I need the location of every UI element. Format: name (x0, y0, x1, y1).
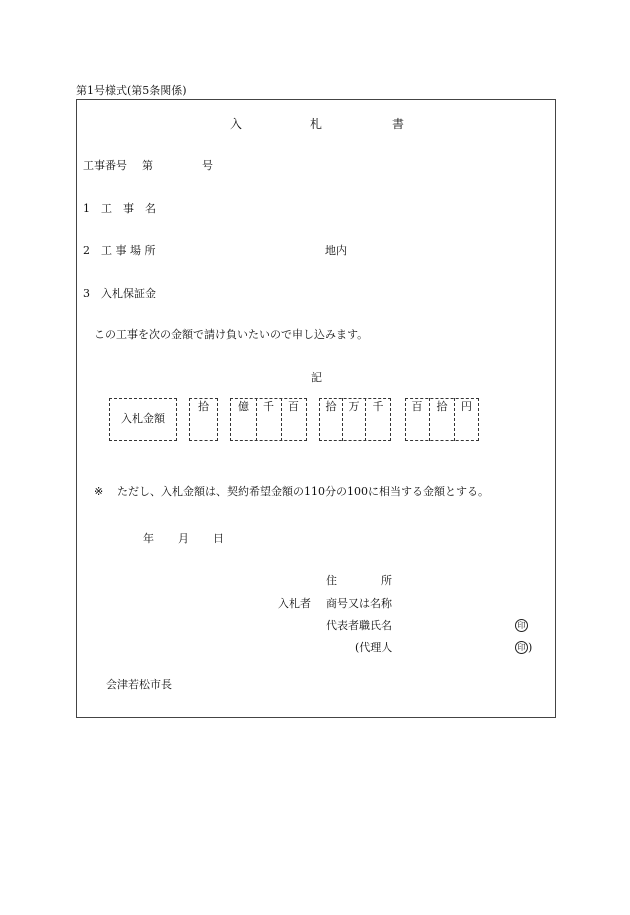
title-char-2: 札 (310, 117, 323, 131)
agent-close-paren: ) (528, 641, 533, 654)
representative-label: 代表者職氏名 (326, 619, 392, 632)
item-1-number: 1 (83, 202, 90, 215)
agent-seal-mark: 印 (515, 641, 528, 654)
item-2-label: 工 事 場 所 (101, 244, 156, 257)
digit-unit-label: 万 (348, 400, 360, 413)
work-number-prefix: 第 (142, 159, 153, 172)
note-mark: ※ (94, 485, 104, 498)
item-2-number: 2 (83, 244, 90, 257)
item-3-number: 3 (83, 287, 90, 300)
digit-unit-label: 千 (372, 400, 384, 413)
form-number: 第1号様式(第5条関係) (76, 84, 187, 97)
work-number-suffix: 号 (202, 159, 213, 172)
title-char-1: 入 (230, 117, 243, 131)
digit-unit-label: 千 (263, 400, 274, 413)
work-number-label: 工事番号 (83, 159, 127, 172)
address-label: 住 所 (326, 574, 392, 587)
digit-unit-label: 拾 (436, 400, 448, 413)
amount-label: 入札金額 (121, 412, 165, 425)
digit-unit-label: 円 (461, 400, 472, 413)
date-month: 月 (178, 532, 189, 545)
digit-unit-label: 拾 (325, 400, 337, 413)
company-label: 商号又は名称 (326, 597, 392, 610)
agent-label: (代理人 (355, 641, 393, 654)
addressee: 会津若松市長 (106, 678, 172, 691)
seal-mark: 印 (515, 619, 528, 632)
date-day: 日 (213, 532, 224, 545)
digit-unit-label: 億 (238, 400, 249, 413)
digit-unit-label: 拾 (198, 400, 209, 413)
statement: この工事を次の金額で請け負いたいので申し込みます。 (94, 328, 369, 341)
ki-label: 記 (311, 371, 322, 384)
item-2-suffix: 地内 (325, 244, 347, 257)
title-char-3: 書 (392, 117, 405, 131)
item-1-label: 工 事 名 (101, 202, 156, 215)
note-text: ただし、入札金額は、契約希望金額の110分の100に相当する金額とする。 (117, 485, 489, 498)
date-year: 年 (143, 532, 154, 545)
digit-unit-label: 百 (411, 400, 423, 413)
bidder-role: 入札者 (278, 597, 311, 610)
digit-unit-label: 百 (288, 400, 299, 413)
item-3-label: 入札保証金 (101, 287, 156, 300)
